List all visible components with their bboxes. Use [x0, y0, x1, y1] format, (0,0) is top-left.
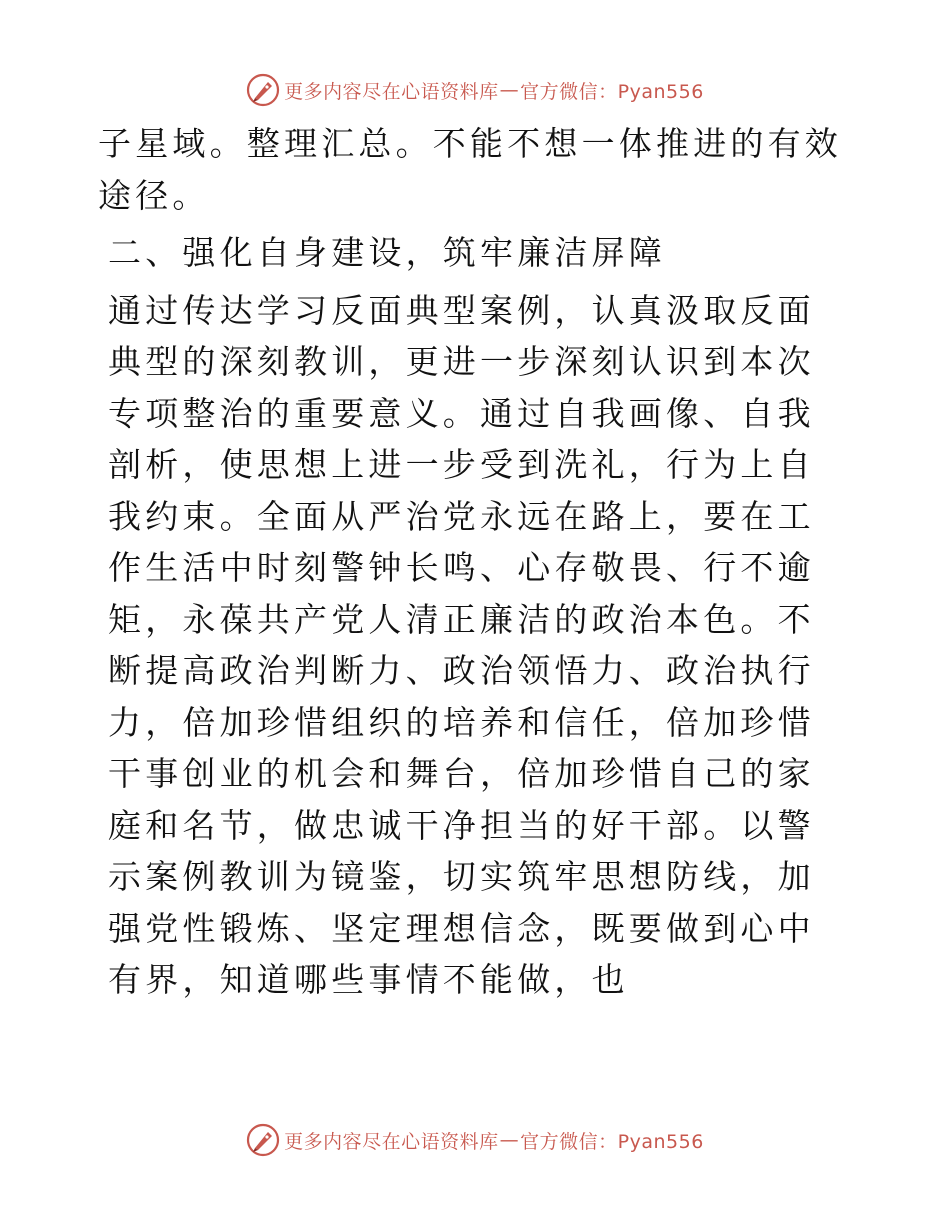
section-heading: 二、强化自身建设，筑牢廉洁屏障 — [108, 233, 666, 272]
banner-library-text: 更多内容尽在心语资料库 — [284, 1130, 499, 1153]
banner-library-text: 更多内容尽在心语资料库 — [284, 80, 499, 103]
banner-dash: — — [499, 1129, 520, 1151]
banner-wechat-text: 官方微信：Pyan556 — [520, 1130, 704, 1153]
document-body — [98, 118, 850, 1006]
pen-nib-logo-icon — [246, 73, 280, 107]
banner-dash: — — [499, 79, 520, 101]
paragraph-continuation: 子星域。整理汇总。不能不想一体推进的有效途径。 — [98, 124, 842, 215]
banner-wechat-text: 官方微信：Pyan556 — [520, 80, 704, 103]
footer-watermark-banner — [0, 1120, 950, 1160]
paragraph-body: 通过传达学习反面典型案例，认真汲取反面典型的深刻教训，更进一步深刻认识到本次专项整治的重要意义。通过自我画像、自我剖析，使思想上进一步受到洗礼，行为上自我约束。全面从严治党永远在路上，要在工作生活中时刻警钟长鸣、心存敬畏、行不逾矩，永葆共产党人清正廉洁的政治本色。不断提高政治判断力、政治领悟力、政治执行力，倍加珍惜组织的培养和信任，倍加珍惜干事创业的机会和舞台，倍加珍惜自己的家庭和名节，做忠诚干净担当的好干部。以警示案例教训为镜鉴，切实筑牢思想防线，加强党性锻炼、坚定理想信念，既要做到心中有界，知道哪些事情不能做，也 — [108, 290, 815, 999]
header-watermark-banner — [0, 70, 950, 110]
pen-nib-logo-icon — [246, 1123, 280, 1157]
